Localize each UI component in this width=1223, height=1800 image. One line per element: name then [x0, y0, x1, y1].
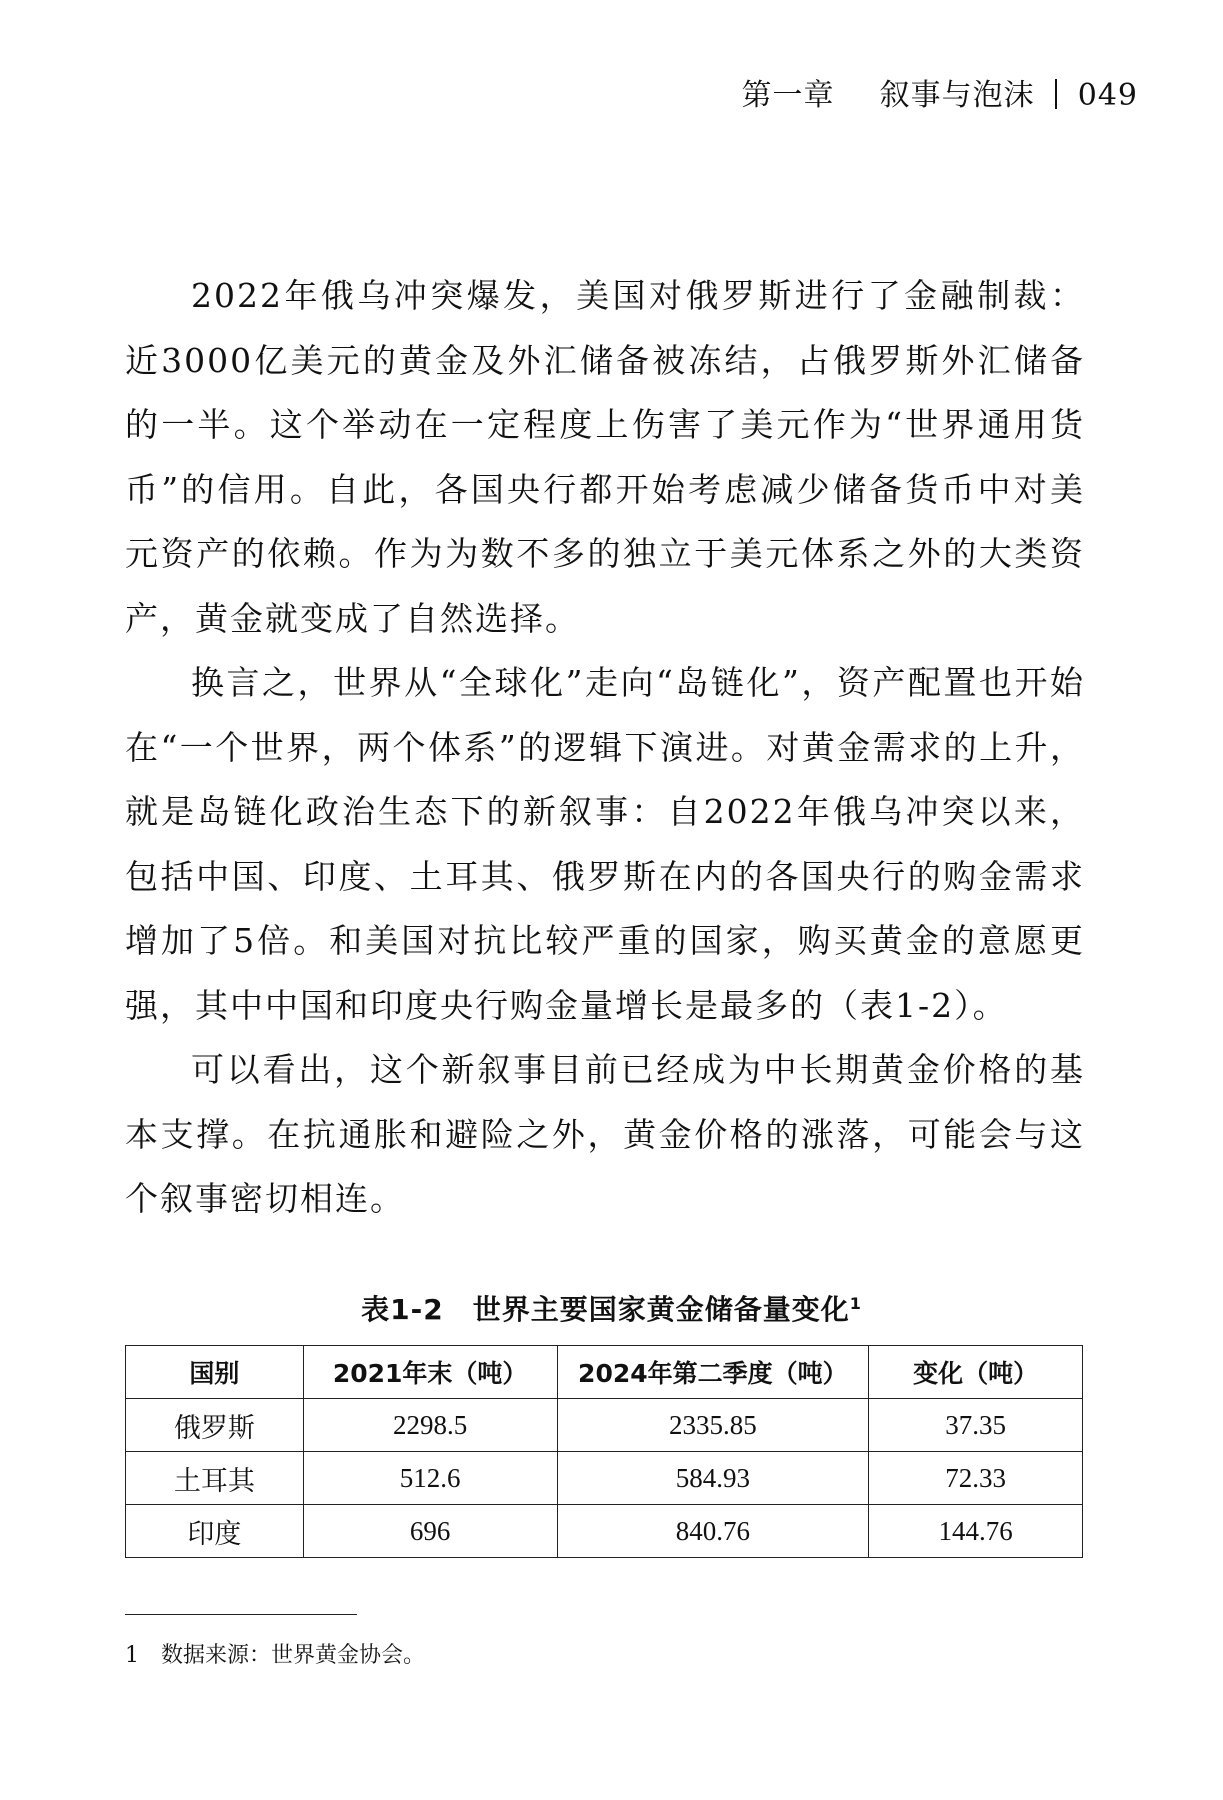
header-change: 变化（吨）	[869, 1346, 1083, 1399]
running-header	[742, 70, 1138, 114]
table-row	[126, 1505, 1083, 1558]
page-number: 049	[1077, 78, 1138, 113]
cell-change: 37.35	[869, 1399, 1083, 1452]
footnote-divider	[125, 1614, 357, 1615]
table-title-footnote-mark: 1	[849, 1294, 862, 1313]
cell-2024q2: 2335.85	[557, 1399, 869, 1452]
cell-change: 72.33	[869, 1452, 1083, 1505]
paragraph-1: 2022年俄乌冲突爆发，美国对俄罗斯进行了金融制裁：近3000亿美元的黄金及外汇储备被冻结，占俄罗斯外汇储备的一半。这个举动在一定程度上伤害了美元作为“世界通用货币”的信用。自此，各国央行都开始考虑减少储备货币中对美元资产的依赖。作为为数不多的独立于美元体系之外的大类资产，黄金就变成了自然选择。	[125, 276, 1085, 638]
cell-change: 144.76	[869, 1505, 1083, 1558]
cell-2021: 512.6	[303, 1452, 557, 1505]
header-country: 国别	[126, 1346, 304, 1399]
cell-country: 印度	[126, 1505, 304, 1558]
gold-reserve-table	[125, 1345, 1083, 1558]
table-header-row	[126, 1346, 1083, 1399]
chapter-title: 叙事与泡沫	[879, 78, 1035, 113]
paragraph-3: 可以看出，这个新叙事目前已经成为中长期黄金价格的基本支撑。在抗通胀和避险之外，黄金价格的涨落，可能会与这个叙事密切相连。	[125, 1050, 1085, 1218]
table-row	[126, 1399, 1083, 1452]
footnote-number: 1	[125, 1643, 139, 1668]
paragraph-2: 换言之，世界从“全球化”走向“岛链化”，资产配置也开始在“一个世界，两个体系”的逻辑下演进。对黄金需求的上升，就是岛链化政治生态下的新叙事：自2022年俄乌冲突以来，包括中国、印度、土耳其、俄罗斯在内的各国央行的购金需求增加了5倍。和美国对抗比较严重的国家，购买黄金的意愿更强，其中中国和印度央行购金量增长是最多的（表1-2）。	[125, 663, 1085, 1025]
cell-2024q2: 840.76	[557, 1505, 869, 1558]
cell-2024q2: 584.93	[557, 1452, 869, 1505]
table-title	[0, 1288, 1223, 1328]
header-2024q2: 2024年第二季度（吨）	[557, 1346, 869, 1399]
body-text	[125, 264, 1085, 1232]
footnote	[125, 1638, 425, 1669]
table-row	[126, 1452, 1083, 1505]
table-title-text: 表1-2 世界主要国家黄金储备量变化	[361, 1293, 850, 1326]
footnote-text: 数据来源：世界黄金协会。	[161, 1643, 426, 1668]
cell-country: 俄罗斯	[126, 1399, 304, 1452]
header-2021: 2021年末（吨）	[303, 1346, 557, 1399]
header-separator	[1055, 79, 1057, 109]
cell-country: 土耳其	[126, 1452, 304, 1505]
chapter-label: 第一章	[741, 78, 835, 113]
cell-2021: 2298.5	[303, 1399, 557, 1452]
cell-2021: 696	[303, 1505, 557, 1558]
